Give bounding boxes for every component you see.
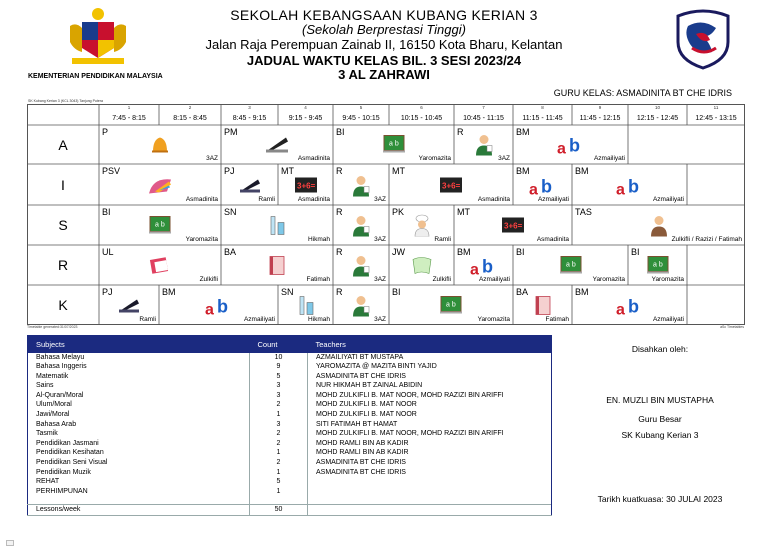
slot-number: 7 — [482, 105, 485, 110]
slot-time: 12:15 - 12:45 — [636, 115, 679, 122]
ab-icon — [615, 174, 645, 201]
slot-number: 2 — [188, 105, 192, 110]
page-corner-icon — [6, 540, 14, 546]
lesson-cell — [390, 246, 453, 284]
subject-teachers: MOHD ZULKIFLI B. MAT NOOR — [308, 400, 552, 410]
subject-row — [28, 439, 552, 449]
chalk-icon — [558, 256, 584, 281]
slot-number: 9 — [598, 105, 602, 110]
slot-time: 9:15 - 9:45 — [288, 115, 323, 122]
board-icon — [264, 136, 290, 159]
lesson-cell — [390, 286, 512, 324]
svg-text:a b: a b — [565, 261, 576, 269]
lesson-cell — [334, 165, 388, 204]
lesson-cell — [514, 126, 627, 163]
slot-number: 6 — [420, 105, 423, 110]
slot-time: 9:45 - 10:15 — [342, 115, 380, 122]
subject-name: Bahasa Melayu — [28, 353, 250, 363]
subject-count: 3 — [250, 381, 308, 391]
lesson-code: PJ — [224, 166, 235, 176]
subjects-header: Subjects — [28, 336, 250, 353]
svg-text:b: b — [627, 176, 639, 197]
subject-name: Pendidikan Kesihatan — [28, 448, 250, 458]
lesson-code: BI — [631, 247, 640, 257]
lesson-code: MT — [457, 207, 470, 217]
lesson-teacher: 3AZ — [374, 236, 386, 243]
subject-name: Matematik — [28, 372, 250, 382]
svg-text:a b: a b — [155, 221, 165, 229]
book2-icon — [267, 255, 287, 282]
subject-row — [28, 372, 552, 382]
svg-text:3+6=: 3+6= — [504, 221, 523, 231]
lesson-teacher: Azmailiyati — [652, 196, 684, 203]
total-label: Lessons/week — [28, 504, 250, 515]
slot-number: 10 — [654, 105, 660, 110]
lesson-teacher: Ramli — [139, 316, 156, 323]
subject-teachers: MOHD ZULKIFLI B. MAT NOOR, MOHD RAZIZI BIN ARIFFI — [308, 391, 552, 401]
lesson-teacher: 3AZ — [374, 276, 386, 283]
person-icon — [352, 255, 370, 282]
lesson-teacher: 3AZ — [498, 155, 510, 162]
lesson-cell — [390, 206, 453, 244]
subject-row — [28, 400, 552, 410]
chalk-icon — [381, 135, 407, 160]
lesson-teacher: Azmailiyati — [478, 276, 510, 283]
approval-label: Disahkan oleh: — [631, 344, 689, 354]
lesson-cell — [222, 165, 277, 204]
subject-name: Pendidikan Jasmani — [28, 439, 250, 449]
total-count: 50 — [250, 504, 308, 515]
lesson-teacher: 3AZ — [374, 196, 386, 203]
lesson-cell — [573, 206, 744, 244]
subject-teachers — [308, 487, 552, 497]
subject-name: Bahasa Arab — [28, 420, 250, 430]
chalk-icon — [438, 296, 464, 321]
svg-text:b: b — [216, 296, 228, 317]
lesson-code: BA — [224, 247, 237, 257]
lesson-cell — [629, 246, 686, 284]
lesson-cell — [514, 246, 627, 284]
subject-teachers: SITI FATIMAH BT HAMAT — [308, 420, 552, 430]
lesson-teacher: Fatimah — [545, 316, 569, 323]
subject-teachers: ASMADINITA BT CHE IDRIS — [308, 458, 552, 468]
lesson-teacher: 3AZ — [374, 316, 386, 323]
subject-row — [28, 381, 552, 391]
svg-text:a: a — [556, 140, 566, 156]
timetable-title: JADUAL WAKTU KELAS BIL. 3 SESI 2023/24 — [246, 53, 522, 68]
subject-teachers: MOHD ZULKIFLI B. MAT NOOR — [308, 410, 552, 420]
math-icon — [500, 216, 526, 241]
subject-row — [28, 410, 552, 420]
approver-name: EN. MUZLI BIN MUSTAPHA — [606, 395, 714, 405]
person-icon — [352, 215, 370, 242]
math-icon — [438, 175, 464, 200]
lesson-code: BM — [162, 287, 176, 297]
subject-row — [28, 487, 552, 497]
lesson-teacher: Ramli — [434, 236, 451, 243]
svg-text:a b: a b — [652, 261, 663, 269]
lesson-code: PK — [392, 207, 405, 217]
lesson-teacher: Azmailiyati — [537, 196, 569, 203]
page-icon — [411, 256, 433, 281]
subject-count: 1 — [250, 448, 308, 458]
subject-row — [28, 477, 552, 487]
ab-icon — [556, 134, 586, 161]
slot-time: 11:15 - 11:45 — [522, 115, 563, 122]
slot-time: 12:45 - 13:15 — [695, 115, 737, 122]
subjects-table — [27, 335, 552, 516]
book-icon — [149, 256, 171, 281]
lesson-code: PJ — [102, 287, 113, 297]
svg-text:a b: a b — [388, 140, 399, 148]
subject-teachers — [308, 477, 552, 487]
lesson-code: SN — [224, 207, 237, 217]
lesson-teacher: Yaromazita — [592, 276, 625, 283]
timetable-footer-software: aSc Timetables — [720, 325, 744, 329]
subject-count: 2 — [250, 439, 308, 449]
lesson-cell — [279, 286, 332, 324]
subject-count: 1 — [250, 410, 308, 420]
timetable-grid — [27, 104, 745, 325]
subject-name: REHAT — [28, 477, 250, 487]
slot-number: 4 — [304, 105, 307, 110]
lesson-cell — [222, 246, 332, 284]
lesson-teacher: Hikmah — [307, 316, 330, 323]
lesson-cell — [334, 206, 388, 244]
lesson-teacher: Hikmah — [307, 236, 330, 243]
lesson-teacher: Zulkifli — [432, 276, 451, 283]
subject-teachers: MOHD RAMLI BIN AB KADIR — [308, 448, 552, 458]
svg-text:b: b — [568, 135, 580, 156]
subject-teachers: ASMADINITA BT CHE IDRIS — [308, 372, 552, 382]
lesson-teacher: Yaromazita — [185, 236, 218, 243]
subject-row — [28, 448, 552, 458]
lesson-code: MT — [392, 166, 405, 176]
lesson-code: BM — [575, 287, 589, 297]
person-icon — [352, 295, 370, 322]
subject-count: 5 — [250, 372, 308, 382]
lesson-code: P — [102, 127, 109, 137]
lesson-code: BM — [516, 127, 530, 137]
school-motto: (Sekolah Berprestasi Tinggi) — [302, 22, 466, 37]
subject-name: PERHIMPUNAN — [28, 487, 250, 497]
subject-name: Bahasa Inggeris — [28, 362, 250, 372]
subject-name: Al-Quran/Moral — [28, 391, 250, 401]
lesson-teacher: Azmailiyati — [593, 155, 625, 162]
day-label: A — [58, 136, 68, 153]
lesson-teacher: Asmadinita — [536, 236, 569, 243]
subject-name: Pendidikan Seni Visual — [28, 458, 250, 468]
svg-text:a: a — [204, 301, 214, 317]
total-empty — [308, 504, 552, 515]
total-row — [28, 504, 552, 515]
day-label: K — [58, 297, 68, 313]
lesson-teacher: Zulkifli / Razizi / Fatimah — [671, 236, 742, 243]
beaker-icon — [267, 215, 287, 242]
lesson-cell — [100, 165, 220, 204]
lesson-teacher: 3AZ — [206, 155, 218, 162]
svg-text:a: a — [528, 181, 538, 197]
subject-count: 1 — [250, 487, 308, 497]
slot-time: 7:45 - 8:15 — [112, 115, 146, 122]
table-spacer — [28, 496, 552, 504]
slot-number: 5 — [359, 105, 363, 110]
lesson-code: BI — [336, 127, 345, 137]
subject-row — [28, 353, 552, 363]
subject-teachers: YAROMAZITA @ MAZITA BINTI YAJID — [308, 362, 552, 372]
lesson-cell — [100, 286, 158, 324]
svg-text:a: a — [469, 261, 479, 277]
slot-time: 11:45 - 12:15 — [579, 115, 621, 122]
svg-text:3+6=: 3+6= — [442, 181, 461, 191]
subject-count: 9 — [250, 362, 308, 372]
school-name: SEKOLAH KEBANGSAAN KUBANG KERIAN 3 — [230, 7, 538, 23]
shoe-icon — [117, 298, 141, 319]
count-header: Count — [250, 336, 308, 353]
lesson-code: R — [336, 247, 343, 257]
lesson-cell — [334, 246, 388, 284]
svg-text:a b: a b — [446, 301, 456, 309]
lesson-code: R — [457, 127, 464, 137]
subject-count: 5 — [250, 477, 308, 487]
shoe-icon — [238, 177, 262, 198]
palette-icon — [147, 175, 173, 200]
lesson-cell — [160, 286, 277, 324]
lesson-code: MT — [281, 166, 294, 176]
lesson-teacher: Yaromazita — [651, 276, 684, 283]
subject-count: 2 — [250, 400, 308, 410]
subject-count: 3 — [250, 391, 308, 401]
lesson-code: BM — [575, 166, 589, 176]
subject-count: 3 — [250, 420, 308, 430]
svg-text:b: b — [540, 176, 552, 197]
subject-name: Ulum/Moral — [28, 400, 250, 410]
lesson-cell — [222, 206, 332, 244]
slot-time: 10:15 - 10:45 — [400, 115, 443, 122]
lesson-teacher: Asmadinita — [297, 196, 330, 203]
approver-school: SK Kubang Kerian 3 — [621, 430, 699, 440]
day-label: R — [57, 257, 69, 273]
approver-position: Guru Besar — [638, 414, 682, 424]
lesson-code: BM — [457, 247, 471, 257]
lesson-code: BI — [392, 287, 401, 297]
person-icon — [475, 134, 493, 161]
svg-text:a: a — [615, 181, 625, 197]
slot-time: 8:15 - 8:45 — [173, 115, 207, 122]
lesson-teacher: Azmailiyati — [243, 316, 275, 323]
slot-time: 10:45 - 11:15 — [463, 115, 504, 122]
lesson-code: TAS — [575, 207, 592, 217]
subject-row — [28, 362, 552, 372]
subject-row — [28, 429, 552, 439]
lesson-cell — [573, 286, 686, 324]
lesson-cell — [455, 246, 512, 284]
lesson-code: R — [336, 166, 343, 176]
subject-name: Sains — [28, 381, 250, 391]
subject-teachers: NUR HIKMAH BT ZAINAL ABIDIN — [308, 381, 552, 391]
subject-row — [28, 458, 552, 468]
lesson-cell — [573, 165, 686, 204]
lesson-teacher: Fatimah — [306, 276, 330, 283]
lesson-teacher: Zulkifli — [199, 276, 218, 283]
subject-teachers: MOHD RAMLI BIN AB KADIR — [308, 439, 552, 449]
lesson-teacher: Ramli — [258, 196, 275, 203]
subject-count: 2 — [250, 429, 308, 439]
chef-icon — [413, 215, 431, 242]
lesson-teacher: Yaromazita — [418, 155, 451, 162]
subject-row — [28, 468, 552, 478]
teachers-header: Teachers — [308, 336, 552, 353]
lesson-code: PSV — [102, 166, 121, 176]
subject-count: 2 — [250, 458, 308, 468]
class-name: 3 AL ZAHRAWI — [338, 67, 430, 82]
lesson-code: JW — [392, 247, 405, 257]
lesson-teacher: Yaromazita — [477, 316, 510, 323]
svg-text:b: b — [627, 296, 639, 317]
subject-row — [28, 391, 552, 401]
svg-text:b: b — [481, 256, 493, 277]
slot-number: 11 — [713, 105, 719, 110]
reader-icon — [650, 215, 668, 242]
lesson-cell — [100, 246, 220, 284]
lesson-cell — [390, 165, 512, 204]
subjects-table-header — [28, 336, 552, 353]
lesson-code: SN — [281, 287, 294, 297]
svg-text:3+6=: 3+6= — [296, 181, 315, 191]
lesson-cell — [514, 165, 571, 204]
chalk-icon — [147, 216, 173, 241]
bell-icon — [149, 134, 171, 161]
person-icon — [352, 174, 370, 201]
subject-row — [28, 420, 552, 430]
timetable-footer-generated: Timetable generated:31/07/2023 — [27, 325, 78, 329]
lesson-code: BA — [516, 287, 529, 297]
lesson-cell — [514, 286, 571, 324]
slot-number: 1 — [127, 105, 131, 110]
slot-time: 8:45 - 9:15 — [232, 115, 267, 122]
lesson-code: R — [336, 207, 343, 217]
lesson-code: BM — [516, 166, 530, 176]
lesson-code: PM — [224, 127, 238, 137]
lesson-teacher: Azmailiyati — [652, 316, 684, 323]
ab-icon — [204, 295, 234, 322]
lesson-code: BI — [516, 247, 525, 257]
effective-date: Tarikh kuatkuasa: 30 JULAI 2023 — [597, 494, 723, 504]
subject-count: 1 — [250, 468, 308, 478]
day-label: I — [61, 176, 65, 193]
subject-name: Tasmik — [28, 429, 250, 439]
subject-name: Pendidikan Muzik — [28, 468, 250, 478]
class-teacher: GURU KELAS: ASMADINITA BT CHE IDRIS — [553, 88, 732, 98]
lesson-cell — [334, 286, 388, 324]
lesson-cell — [279, 165, 332, 204]
day-label: S — [58, 217, 68, 233]
lesson-cell — [455, 206, 571, 244]
lesson-cell — [100, 206, 220, 244]
lesson-code: UL — [102, 247, 114, 257]
subject-name: Jawi/Moral — [28, 410, 250, 420]
lesson-code: BI — [102, 207, 111, 217]
slot-number: 8 — [541, 105, 544, 110]
subject-teachers: MOHD ZULKIFLI B. MAT NOOR, MOHD RAZIZI BIN ARIFFI — [308, 429, 552, 439]
svg-text:a: a — [615, 301, 625, 317]
lesson-teacher: Asmadinita — [297, 155, 330, 162]
slot-number: 3 — [248, 105, 251, 110]
subject-teachers: AZMAILIYATI BT MUSTAPA — [308, 353, 552, 363]
lesson-teacher: Asmadinita — [477, 196, 510, 203]
ab-icon — [615, 295, 645, 322]
lesson-cell — [455, 126, 512, 163]
printed-note: SK Kubang Kerian 3 (KCL 3043) Tanjung Putera — [28, 99, 103, 103]
school-address: Jalan Raja Perempuan Zainab II, 16150 Kota Bharu, Kelantan — [205, 37, 563, 52]
subject-count: 10 — [250, 353, 308, 363]
lesson-cell — [334, 126, 453, 163]
subject-teachers: ASMADINITA BT CHE IDRIS — [308, 468, 552, 478]
lesson-teacher: Asmadinita — [185, 196, 218, 203]
lesson-code: R — [336, 287, 343, 297]
ministry-name: KEMENTERIAN PENDIDIKAN MALAYSIA — [28, 73, 163, 80]
lesson-cell — [100, 126, 220, 163]
lesson-cell — [222, 126, 332, 163]
